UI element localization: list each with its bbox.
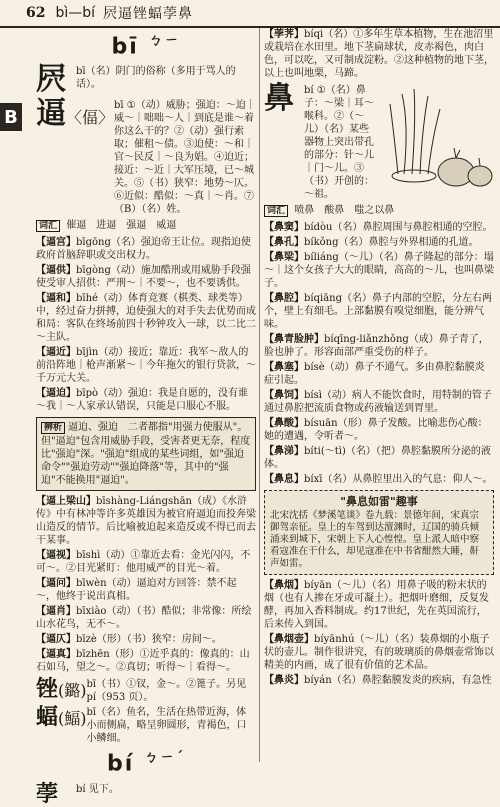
headword-char <box>36 676 87 704</box>
page-number: 62 <box>26 5 46 21</box>
headword-variant: (鰏) <box>58 709 87 729</box>
entry <box>264 292 494 331</box>
pinyin-range: bì—bí <box>55 5 96 21</box>
entry-text: bīshì（动）①靠近去看：金光闪闪，不可～。②目光紧盯：他用威严的目光～着。 <box>36 550 251 575</box>
entry <box>264 361 494 387</box>
headword-char: 鼻 <box>264 81 294 116</box>
headword-char <box>36 97 114 135</box>
header-characters: 屄逼锉蝠荸鼻 <box>103 6 194 22</box>
entry-term: 【 逼仄 】 <box>36 634 76 645</box>
entry-text: bīpò（动）强迫：我是自愿的，没有谁～我｜～人家承认错误，只能是口服心不服。 <box>36 388 249 413</box>
entry <box>264 417 494 443</box>
headword-def: bī（书）①钗，金～。②篦子。另见 pí（953 页）。 <box>86 679 247 704</box>
entry-text: bīwèn（动）逼迫对方回答：禁不起～，他终于说出真相。 <box>36 578 237 603</box>
zhuyin-text: ㄅㄧˊ <box>143 750 185 767</box>
anecdote-body: 北宋沈括《梦溪笔谈》卷九载：景德年间，宋真宗御驾亲征。皇上的车驾到达澶渊时，辽国的骑兵倾涌来到城下，宋朝上下人心惶惶。皇上派人暗中察看寇准在干什么，却见寇准在中书省酣然大睡，鼾声如雷。 <box>270 510 480 569</box>
entry-list <box>264 221 494 486</box>
entry-term: 【 逼上梁山 】 <box>36 496 96 507</box>
entry-term: 【 逼宫 】 <box>36 237 76 248</box>
entry <box>36 292 256 344</box>
entry-text: bīzè（形）（书）狭窄：房间～。 <box>76 634 222 646</box>
headword-char: 荸 <box>36 780 59 807</box>
usage-note-text: 逼迫、强迫 二者都指"用强力使服从"。但"逼迫"包含用威胁手段，受害者更无奈，程度比"强迫"深。"强迫"组成的某些词组，如"强迫命令""强迫劳动""强迫降落"等，其中的"强迫"不能换用"逼迫"。 <box>41 422 251 487</box>
headword-bi2 <box>36 97 256 216</box>
entry <box>36 264 256 290</box>
headword-nose <box>264 82 378 201</box>
entry <box>36 387 256 413</box>
entry-text: bīzhēn（形）①近乎真的：像真的：山石如马，望之～。②真切；听得～｜看得～。 <box>36 649 250 674</box>
entry <box>36 236 256 262</box>
entry <box>36 577 256 603</box>
column-divider <box>259 28 260 762</box>
headword-bi <box>36 63 256 97</box>
related-words-list: 喷鼻 酸鼻 嗤之以鼻 <box>294 205 395 216</box>
entry-term: 【 鼻涕 】 <box>264 446 304 457</box>
entry-term: 【 荸荠 】 <box>264 29 304 40</box>
entry-term: 【 逼近 】 <box>36 347 76 358</box>
entry-list-2 <box>36 495 256 674</box>
entry-list-2 <box>264 579 494 687</box>
entry-text: bíliáng（～儿）（名）鼻子隆起的部分：塌～｜这个女孩子大大的眼睛，高高的～儿，也叫鼻梁子。 <box>264 252 494 289</box>
entry-text: bīgòng（动）施加酷刑或用威胁手段强使受审人招供：严刑～｜不要～，也不要诱供。 <box>36 265 251 290</box>
entry-text: bísì（动）病人不能饮食时，用特制的管子通过鼻腔把流质食物或药液输送到胃里。 <box>264 390 492 414</box>
entry <box>264 28 494 80</box>
entry-term: 【 鼻孔 】 <box>264 237 304 248</box>
entry-term: 【 鼻息 】 <box>264 474 304 485</box>
entry-term: 【 鼻梁 】 <box>264 252 304 263</box>
entry-text: bíyán（名）鼻腔黏膜发炎的疾病，有急性 <box>304 675 492 686</box>
entry-text: bídòu（名）鼻腔周围与鼻腔相通的空腔。 <box>304 222 493 233</box>
entry <box>36 605 256 631</box>
entry-term: 【 鼻塞 】 <box>264 362 304 373</box>
page-header <box>0 0 500 28</box>
entry-text: bīgōng（名）强迫帝王让位。现指迫使政府首脑辞职或交出权力。 <box>36 237 251 262</box>
entry-text: bíqīng-liǎnzhǒng（成）鼻子青了，脸也肿了。形容面部严重受伤的样子。 <box>264 334 489 358</box>
pinyin-heading-text: bí <box>107 751 135 777</box>
headword-def: bī（名）阴门的俗称（多用于骂人的话）。 <box>76 66 236 91</box>
entry <box>36 648 256 674</box>
headword-variant: (鏴) <box>58 681 87 701</box>
entry-text: bíyān（～儿）（名）用鼻子吸的粉末状的烟（也有人掺在牙或可凝土）。把烟叶磨细，反复发酵，再加入香料制成。约17世纪，先在英国流行，后来传入到国。 <box>264 580 489 630</box>
entry <box>264 389 494 415</box>
entry-term: 【 鼻青脸肿 】 <box>264 334 324 345</box>
headword-char: 屄 <box>36 62 66 98</box>
related-words-label: 词汇 <box>36 220 60 232</box>
entry-text: bíyānhú（～儿）（名）装鼻烟的小瓶子状的壶儿。制作很讲究，有的玻璃质的鼻烟壶常饰以精美的内画，成了很有价值的艺术品。 <box>264 634 494 671</box>
entry-term: 【 逼和 】 <box>36 293 76 304</box>
entry-term: 【 鼻饲 】 <box>264 390 304 401</box>
entry <box>36 549 256 575</box>
entry <box>36 633 256 646</box>
entry-term: 【 逼视 】 <box>36 550 76 561</box>
headword-bi5 <box>36 781 256 807</box>
entry <box>36 346 256 385</box>
headword-char-text: 蝠 <box>36 704 59 731</box>
related-words-label: 词汇 <box>264 205 288 217</box>
entry <box>264 333 494 359</box>
entry-text: bíxī（名）从鼻腔里出入的气息：仰人～。 <box>304 474 493 485</box>
pinyin-heading-2 <box>36 747 256 776</box>
entry-term: 【 鼻窦 】 <box>264 222 304 233</box>
entry-text: bíkǒng（名）鼻腔与外界相通的孔道。 <box>304 237 479 248</box>
headword-char-text: 逼 <box>36 96 66 132</box>
entry-term: 【 鼻烟壶 】 <box>264 634 314 645</box>
headword-variant: 〈偪〉 <box>66 108 115 128</box>
entry-text: bīshàng-Liángshān（成）《水浒传》中有林冲等许多英雄因为被官府逼迫而投奔梁山造反的情节。后比喻被迫起来造反或不得已而去干某事。 <box>36 496 256 547</box>
left-column <box>36 28 256 807</box>
usage-note <box>36 417 256 491</box>
headword-def: bī ①（动）威胁；强迫：～迫｜威～｜咄咄～人｜到底是谁～着你这么干的？②（动）强行索取；催租～债。③迫使：～和｜官～民反｜～良为娼。④迫近；接近：～近｜大军压境，已～城关。⑤（书）狭窄：地势～仄。⑥近似：酷似：～真｜～肖。⑦（B）（名）姓。 <box>114 100 256 216</box>
entry-term: 【 逼真 】 <box>36 649 76 660</box>
entry <box>264 221 494 234</box>
related-words <box>264 204 494 218</box>
headword-bi4 <box>36 704 256 745</box>
entry-term: 【 鼻酸 】 <box>264 418 304 429</box>
entry-term: 【 逼肖 】 <box>36 606 76 617</box>
entry-text: bíqi（名）①多年生草本植物，生在池沼里或栽培在水田里。地下茎扁球状，皮赤褐色，肉白色，可以吃，又可制成淀粉。②这种植物的地下茎，以上也叫地栗，马蹄。 <box>264 29 494 79</box>
anecdote-box <box>264 490 494 575</box>
entry-text: bísè（动）鼻子不通气。多由鼻腔黏膜炎症引起。 <box>264 362 485 386</box>
entry-term: 【 逼迫 】 <box>36 388 76 399</box>
usage-note-label: 辨析 <box>41 422 65 434</box>
headword-def: bí ①（名）鼻子：～梁｜耳～喉科。②（～儿）（名）某些器物上突出带孔的部分：针～儿｜门～儿。③（书）开创的：～祖。 <box>304 85 374 200</box>
pinyin-heading <box>36 30 256 59</box>
pinyin-heading-text: bī <box>111 34 139 60</box>
related-words-list: 催逼 进逼 强逼 威逼 <box>66 220 177 232</box>
headword-def: bí 见下。 <box>76 783 119 795</box>
zhuyin-text: ㄅㄧ <box>148 33 181 49</box>
anecdote-title: "鼻息如雷"趣事 <box>340 495 418 508</box>
entry <box>264 579 494 631</box>
entry-term: 【 鼻炎 】 <box>264 675 304 686</box>
headword-bi3 <box>36 676 256 704</box>
headword-def: bī（名）鱼名，生活在热带近海，体小而侧扁，略呈卵圆形，青褐色，口小鳞细。 <box>86 707 247 745</box>
water-chestnut-illustration <box>384 84 494 194</box>
entry <box>264 236 494 249</box>
entry <box>36 495 256 547</box>
entry <box>264 674 494 687</box>
entry-list <box>36 236 256 413</box>
related-words <box>36 219 256 233</box>
entry-text: bīhé（动）体育竞赛（棋类、球类等）中，经过奋力拼搏，迫使强大的对手失去优势而成和局：客队在终场前四十秒钟攻入一球，以二比二～主队。 <box>36 293 256 344</box>
entry <box>264 445 494 471</box>
entry-term: 【 逼问 】 <box>36 578 76 589</box>
entry-text: bīxiào（动）（书）酷似；非常像：所绘山水花鸟，无不～。 <box>36 606 252 631</box>
entry-text: bījìn（动）接近；靠近：我军～敌人的前沿阵地｜枪声渐紧～｜今年拖欠的银行贷款，～千万元大关。 <box>36 347 256 385</box>
entry-text: bíti(～tì)（名）（把）鼻腔黏膜所分泌的液体。 <box>264 446 491 470</box>
section-tab[interactable]: B <box>0 103 22 131</box>
entry-text: bíqiāng（名）鼻子内部的空腔，分左右两个，壁上有细毛。上部黏膜有嗅觉细胞，能分辨气味。 <box>264 293 493 330</box>
headword-char <box>36 704 87 732</box>
entry-term: 【 鼻烟 】 <box>264 580 304 591</box>
entry-term: 【 逼供 】 <box>36 265 76 276</box>
right-column <box>264 28 494 689</box>
entry <box>264 473 494 486</box>
entry <box>264 251 494 290</box>
entry-text: bísuān（形）鼻子发酸。比喻悲伤心酸：她的遭遇，令听者～。 <box>264 418 488 442</box>
entry <box>264 633 494 672</box>
entry-term: 【 鼻腔 】 <box>264 293 304 304</box>
headword-char-text: 锉 <box>36 676 59 703</box>
